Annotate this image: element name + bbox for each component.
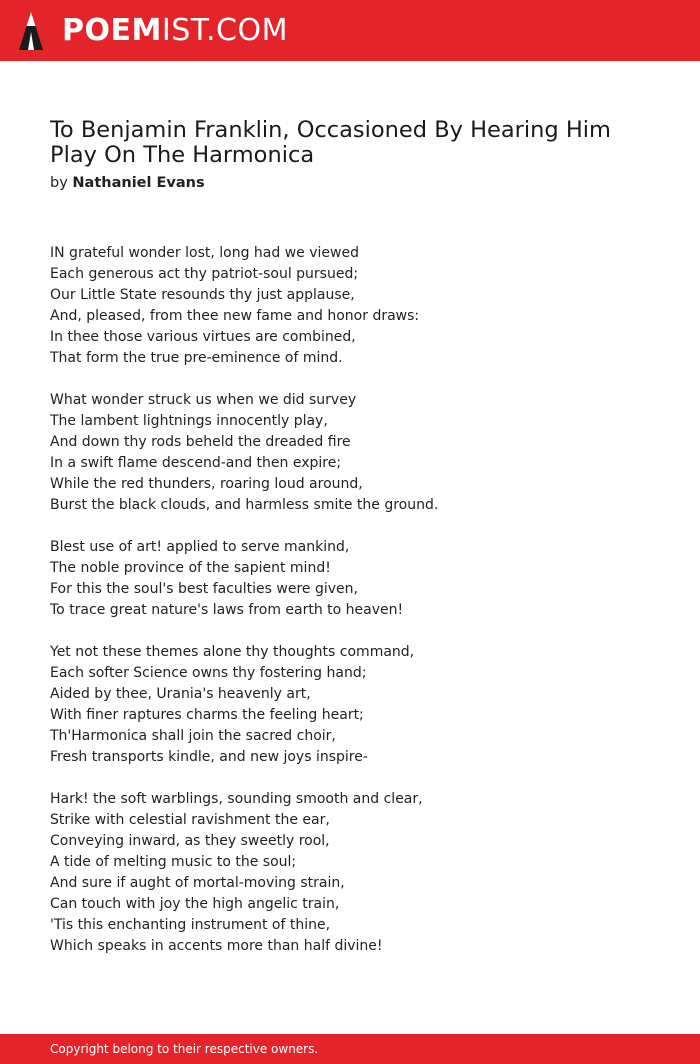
poem-line: Fresh transports kindle, and new joys inspire-: [50, 749, 368, 765]
poem-line: IN grateful wonder lost, long had we viewed: [50, 245, 359, 261]
site-logo[interactable]: [62, 11, 288, 51]
poem-title: To Benjamin Franklin, Occasioned By Hearing Him Play On The Harmonica: [50, 117, 611, 168]
site-header: [0, 0, 700, 61]
poem-line: Each softer Science owns thy fostering hand;: [50, 665, 367, 681]
brand-bold-text: POEM: [62, 13, 162, 48]
pencil-tip-icon[interactable]: [18, 10, 44, 52]
site-footer: [0, 1034, 700, 1064]
poem-line: The noble province of the sapient mind!: [50, 560, 331, 576]
poem-line: That form the true pre-eminence of mind.: [50, 350, 343, 366]
poem-line: Strike with celestial ravishment the ear,: [50, 812, 330, 828]
poem-line: And, pleased, from thee new fame and honor draws:: [50, 308, 420, 324]
poem-line: The lambent lightnings innocently play,: [50, 413, 328, 429]
poem-line: For this the soul's best faculties were given,: [50, 581, 358, 597]
byline: [50, 173, 205, 193]
poem-line: Aided by thee, Urania's heavenly art,: [50, 686, 311, 702]
poem-line: And sure if aught of mortal-moving strain,: [50, 875, 345, 891]
stanza: [50, 243, 670, 369]
stanza: [50, 537, 670, 621]
poem-line: With finer raptures charms the feeling heart;: [50, 707, 364, 723]
poem-line: To trace great nature's laws from earth to heaven!: [50, 602, 404, 618]
poem-line: Blest use of art! applied to serve mankind,: [50, 539, 350, 555]
poem-line: While the red thunders, roaring loud around,: [50, 476, 363, 492]
poem-line: What wonder struck us when we did survey: [50, 392, 357, 408]
brand-light-text: IST.COM: [161, 13, 288, 48]
poem-line: And down thy rods beheld the dreaded fire: [50, 434, 351, 450]
poem-line: Burst the black clouds, and harmless smite the ground.: [50, 497, 439, 513]
stanza: [50, 789, 670, 957]
author-name: Nathaniel Evans: [72, 175, 205, 191]
poem-line: Yet not these themes alone thy thoughts command,: [50, 644, 415, 660]
stanza: [50, 642, 670, 768]
poem-body: [50, 243, 670, 978]
poem-line: Can touch with joy the high angelic train,: [50, 896, 340, 912]
poem-line: Our Little State resounds thy just applause,: [50, 287, 355, 303]
poem-line: 'Tis this enchanting instrument of thine,: [50, 917, 331, 933]
stanza: [50, 390, 670, 516]
poem-line: In thee those various virtues are combined,: [50, 329, 356, 345]
poem-line: Hark! the soft warblings, sounding smooth and clear,: [50, 791, 423, 807]
by-label: by: [50, 175, 68, 191]
poem-line: Th'Harmonica shall join the sacred choir,: [50, 728, 336, 744]
poem-line: In a swift flame descend-and then expire;: [50, 455, 342, 471]
poem-line: Which speaks in accents more than half divine!: [50, 938, 383, 954]
poem-line: Each generous act thy patriot-soul pursued;: [50, 266, 359, 282]
poem-line: Conveying inward, as they sweetly rool,: [50, 833, 330, 849]
poem-line: A tide of melting music to the soul;: [50, 854, 297, 870]
copyright-notice: Copyright belong to their respective owners.: [50, 1042, 319, 1056]
